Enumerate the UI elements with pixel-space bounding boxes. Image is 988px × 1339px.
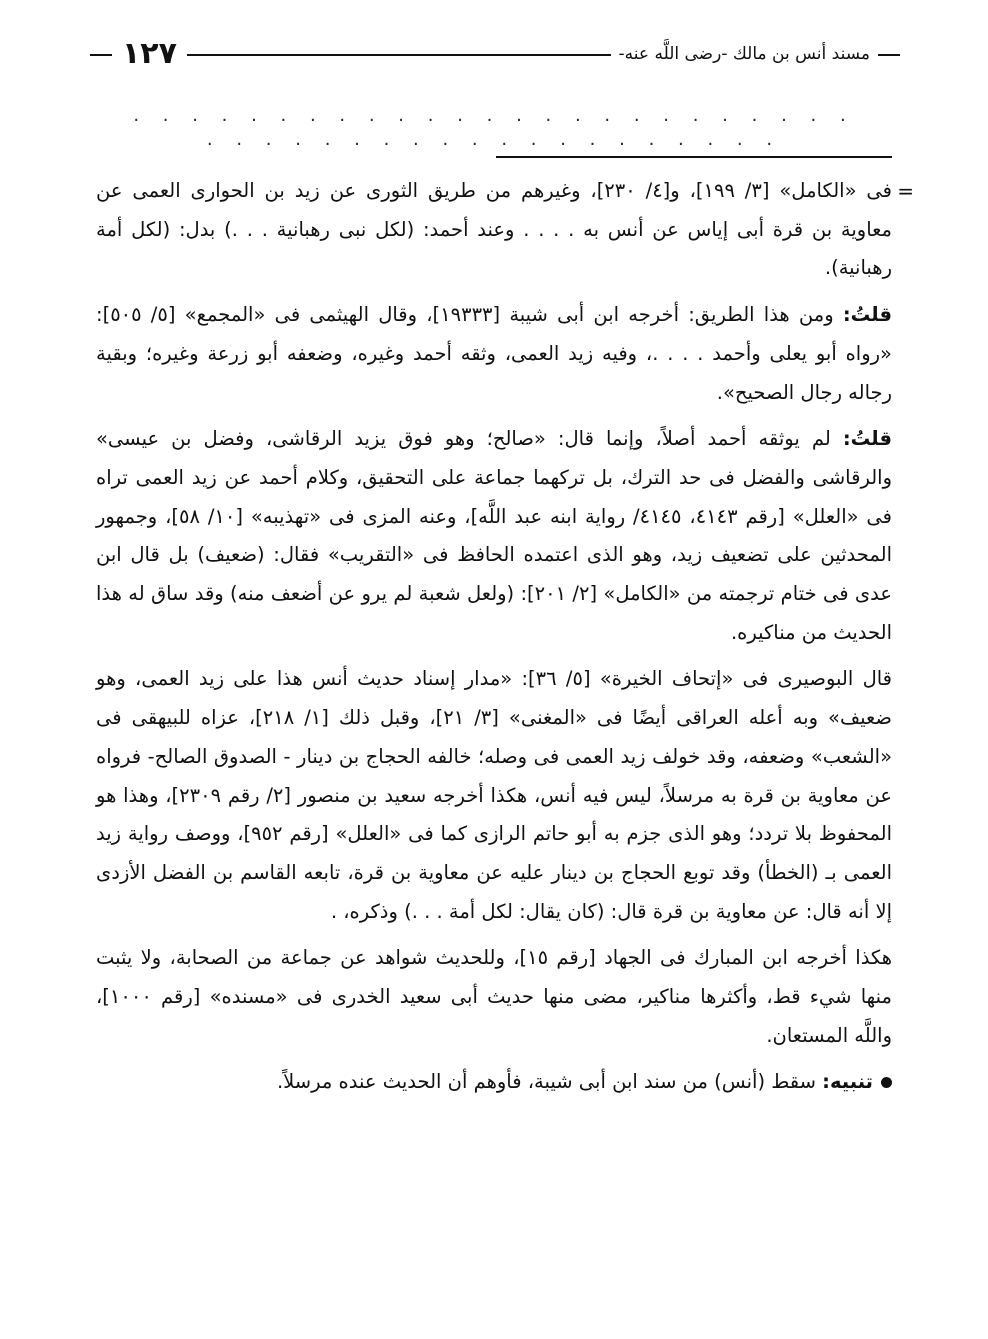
footnote-paragraph-2: [96, 296, 892, 412]
footnote-paragraph-4: [96, 660, 892, 931]
running-title: مسند أنس بن مالك -رضى اللَّه عنه-: [611, 38, 878, 70]
footnote-paragraph-1: [96, 172, 914, 288]
paragraph-text: لم يوثقه أحمد أصلاً، وإنما قال: «صالح؛ وهو فوق يزيد الرقاشى، وفضل بن عيسى» والرقاشى والفضل فى حد الترك، بل تركهما جماعة على التحقيق، وكلام أحمد عن زيد العمى تراه فى «العلل» [رقم ٤١٤٣، ٤١٤٥/ رواية ابنه عبد اللَّه]، وعنه المزى فى «تهذيبه» [١٠/ ٥٨]، وجمهور المحدثين على تضعيف زيد، وهو الذى اعتمده الحافظ فى «التقريب» فقال: (ضعيف) بل قال ابن عدى فى ختام ترجمته من «الكامل» [٢/ ٢٠١]: (ولعل شعبة لم يرو عن أضعف منه) وقد ساق له هذا الحديث من مناكيره.: [96, 427, 892, 644]
note-lead: تنبيه:: [822, 1070, 873, 1094]
bullet-icon: [881, 1077, 892, 1088]
footnote-paragraph-3: [96, 420, 892, 652]
dotted-separator: . . . . . . . . . . . . . . . . . . . . . . . . . . . . . . . . . . . . . . . . . . . . .: [133, 105, 855, 150]
footnote-rule: [496, 156, 892, 158]
paragraph-lead: قلتُ:: [842, 427, 892, 451]
continuation-mark: =: [897, 179, 914, 203]
paragraph-text: هكذا أخرجه ابن المبارك فى الجهاد [رقم ١٥]، وللحديث شواهد عن جماعة من الصحابة، ولا يثبت منها شيء قط، وأكثرها مناكير، مضى منها حديث أبى سعيد الخدرى فى «مسنده» [رقم ١٠٠٠]، واللَّه المستعان.: [96, 946, 892, 1047]
footnote-paragraph-5: [96, 939, 892, 1055]
paragraph-lead: قلتُ:: [842, 303, 892, 327]
paragraph-text: فى «الكامل» [٣/ ١٩٩]، و[٤/ ٢٣٠]، وغيرهم من طريق الثورى عن زيد بن الحوارى العمى عن معاوية بن قرة أبى إياس عن أنس به . . . . وعند أحمد: (لكل نبى رهبانية . . .) بدل: (لكل أمة رهبانية).: [96, 179, 892, 280]
page-number: ١٢٧: [112, 34, 187, 74]
note-text: سقط (أنس) من سند ابن أبى شيبة، فأوهم أن الحديث عنده مرسلاً.: [276, 1070, 823, 1094]
page-header: [90, 34, 900, 74]
footnote-body: [96, 172, 914, 1110]
footnote-note: [96, 1063, 892, 1102]
paragraph-text: قال البوصيرى فى «إتحاف الخيرة» [٥/ ٣٦]: «مدار إسناد حديث أنس هذا على زيد العمى، وهو ضعيف» وبه أعله العراقى أيضًا فى «المغنى» [٣/ ٢١]، وقبل ذلك [١/ ٢١٨]، عزاه للبيهقى فى «الشعب» وضعفه، وقد خولف زيد العمى فى وصله؛ خالفه الحجاج بن دينار - الصدوق الصالح- فرواه عن معاوية بن قرة به مرسلاً، ليس فيه أنس، هكذا أخرجه سعيد بن منصور [٢/ رقم ٢٣٠٩]، وهذا هو المحفوظ بلا تردد؛ وهو الذى جزم به أبو حاتم الرازى كما فى «العلل» [رقم ٩٥٢]، ووصف رواية زيد العمى بـ (الخطأ) وقد توبع الحجاج بن دينار عليه عن معاوية بن قرة، تابعه القاسم بن الفضل الأزدى إلا أنه قال: عن معاوية بن قرة قال: (كان يقال: لكل أمة . . .) وذكره، .: [96, 667, 893, 923]
paragraph-text: ومن هذا الطريق: أخرجه ابن أبى شيبة [١٩٣٣٣]، وقال الهيثمى فى «المجمع» [٥/ ٥٠٥]: «رواه أبو يعلى وأحمد . . . .، وفيه زيد العمى، وثقه أحمد وغيره، وضعفه أبو زرعة وغيره؛ وبقية رجاله رجال الصحيح».: [96, 303, 892, 404]
